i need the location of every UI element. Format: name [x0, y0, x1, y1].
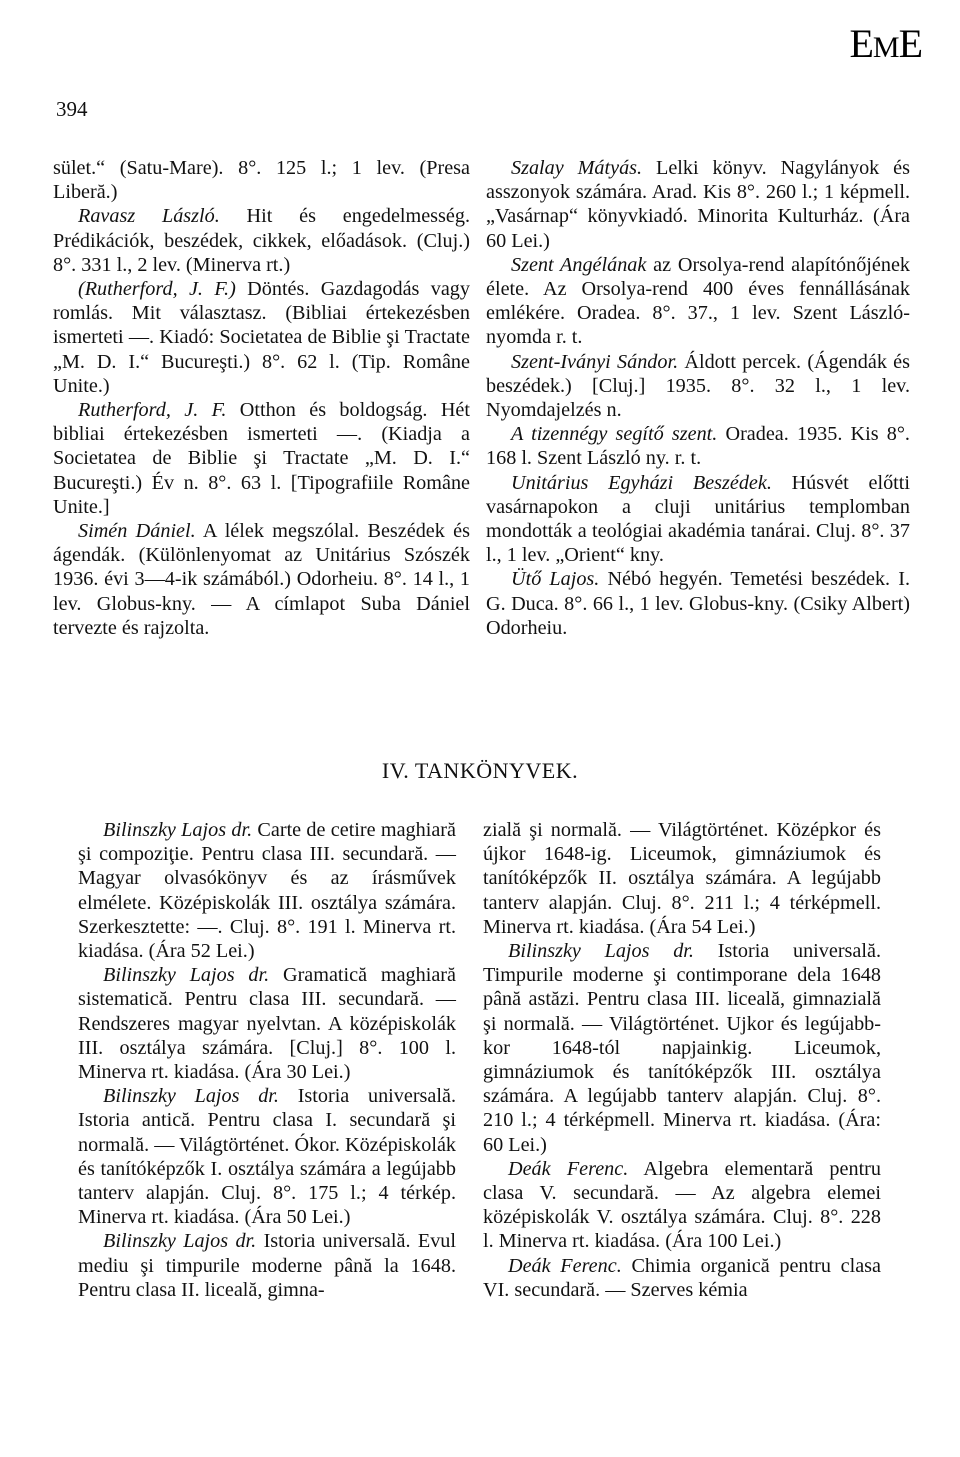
logo-letter-m: M	[872, 31, 899, 64]
entry-text: A lélek megszólal. Beszédek és ágendák. (Különlenyomat az Unitárius Szószék 1936. évi 3—4-ik számából.) Odorheiu. 8°. 14 l., 1 lev. Globus-kny. — A címlapot Suba Dániel tervezte és rajzolta.	[53, 520, 471, 639]
bibliography-entry	[483, 1157, 881, 1254]
bibliography-entry	[53, 156, 470, 204]
entry-author: Rutherford, J. F.	[78, 399, 227, 422]
entry-text: Hit és engedelmesség. Prédikációk, beszédek, cikkek, előadások. (Cluj.) 8°. 331 l., 2 lev. (Minerva rt.)	[53, 205, 470, 276]
entry-text: Húsvét előtti vasárnapokon a cluji unitárius templomban mondották a teológiai akadémia tanárai. Cluj. 8°. 37 l., 1 lev. „Orient“ kny.	[486, 471, 910, 567]
bibliography-entry	[483, 939, 881, 1157]
bibliography-entry	[53, 204, 470, 277]
entry-text: Lelki könyv. Nagylányok és asszonyok számára. Arad. Kis 8°. 260 l.; 1 képmell. „Vasárnap“ könyvkiadó. Minorita Kulturház. (Ára 60 Lei.)	[486, 157, 910, 252]
entry-text: az Orsolya-rend alapítónőjének élete. Az Orsolya-rend 400 éves fennállásának emlékére. Oradea. 8°. 37., 1 lev. Szent László-nyomda r. t.	[486, 253, 911, 349]
entry-author: Szalay Mátyás.	[511, 157, 643, 179]
entry-author: (Rutherford, J. F.)	[78, 278, 236, 301]
bibliography-entry	[483, 818, 881, 939]
column-bottom-right	[483, 818, 881, 1302]
bibliography-entry	[486, 471, 910, 568]
bibliography-entry	[483, 1254, 881, 1302]
bibliography-entry	[486, 253, 910, 350]
bibliography-entry	[53, 519, 470, 640]
bibliography-entry	[78, 1084, 456, 1229]
entry-author: Unitárius Egyházi Beszédek.	[511, 471, 772, 494]
entry-author: Bilinszky Lajos dr.	[508, 940, 694, 963]
logo-letter-e2: E	[898, 21, 922, 66]
entry-text: Otthon és boldogság. Hét bibliai értekezésben ismerteti —. (Kiadja a Societatea de Biblie şi Tractate „M. D. I.“ Bucureşti.) Év n. 8°. 63 l. [Tipografiile Române Unite.]	[53, 399, 470, 518]
entry-text: Istoria universală. Istoria antică. Pentru clasa I. secundară şi normală. — Világtörténet. Ókor. Középiskolák és tanítóképzők I. osztálya számára a legújabb tanterv alapján. Cluj. 8°. 175 l.; 4 térkép. Minerva rt. kiadása. (Ára 50 Lei.)	[78, 1085, 456, 1229]
entry-author: Deák Ferenc.	[508, 1254, 622, 1277]
entry-text: zială şi normală. — Világtörténet. Középkor és újkor 1648-ig. Liceumok, gimnáziumok és tanítóképzők II. osztálya számára. A legújabb tanterv alapján. Cluj. 8°. 211 l.; 4 térképmell. Minerva rt. kiadása. (Ára 54 Lei.)	[483, 819, 881, 938]
bibliography-entry	[53, 277, 470, 398]
entry-author: A tizennégy segítő szent.	[511, 423, 718, 446]
entry-text: Döntés. Gazdagodás vagy romlás. Mit választasz. (Bibliai értekezésben ismerteti —. Kiadó: Societatea de Biblie şi Tractate „M. D. I.“ Bucureşti.) 8°. 62 l. (Tip. Române Unite.)	[53, 278, 470, 397]
bibliography-entry	[78, 1229, 456, 1302]
entry-author: Bilinszky Lajos dr.	[103, 1085, 279, 1108]
entry-author: Bilinszky Lajos dr.	[103, 964, 270, 987]
logo-letter-e1: E	[849, 21, 873, 66]
entry-author: Ravasz László.	[78, 205, 220, 228]
bibliography-entry	[53, 398, 470, 519]
page-number: 394	[56, 97, 88, 121]
entry-text: Gramatică maghiară sistematică. Pentru clasa III. secundară. — Rendszeres magyar nyelvtan. A középiskolák III. osztálya számára. [Cluj.] 8°. 100 l. Minerva rt. kiadása. (Ára 30 Lei.)	[78, 964, 456, 1084]
column-top-left	[53, 156, 470, 640]
entry-text: Istoria universală. Evul mediu şi timpurile moderne până la 1648. Pentru clasa II. liceală, gimna-	[78, 1230, 456, 1301]
column-bottom-left	[78, 818, 456, 1302]
entry-text: sület.“ (Satu-Mare). 8°. 125 l.; 1 lev. (Presa Liberă.)	[53, 157, 470, 204]
entry-text: Istoria universală. Timpurile moderne şi contimporane dela 1648 până astăzi. Pentru clasa III. liceală, gimnazială şi normală. — Világtörténet. Ujkor és legújabb-kor 1648-tól napjainkig. Liceumok, gimnáziumok és tanítóképzők III. osztálya számára. A legújabb tanterv alapján. Cluj. 8°. 210 l.; 4 térképmell. Minerva rt. kiadása. (Ára: 60 Lei.)	[483, 940, 881, 1156]
entry-text: Nébó hegyén. Temetési beszédek. I. G. Duca. 8°. 66 l., 1 lev. Globus-kny. (Csiky Albert) Odorheiu.	[486, 568, 910, 639]
entry-author: Szent Angélának	[511, 253, 647, 276]
entry-text: Áldott percek. (Ágendák és beszédek.) [Cluj.] 1935. 8°. 32 l., 1 lev. Nyomdajelzés n.	[486, 350, 910, 422]
bibliography-entry	[78, 818, 456, 963]
entry-text: Oradea. 1935. Kis 8°. 168 l. Szent László ny. r. t.	[486, 423, 910, 470]
bibliography-entry	[486, 422, 910, 470]
entry-author: Bilinszky Lajos dr.	[103, 819, 253, 841]
entry-author: Ütő Lajos.	[511, 568, 600, 591]
bibliography-entry	[486, 350, 910, 423]
entry-text: Algebra elementară pentru clasa V. secundară. — Az algebra elemei középiskolák V. osztálya számára. Cluj. 8°. 228 l. Minerva rt. kiadása. (Ára 100 Lei.)	[483, 1157, 882, 1253]
bibliography-entry	[78, 963, 456, 1084]
column-top-right	[486, 156, 910, 640]
entry-author: Szent-Iványi Sándor.	[511, 350, 679, 373]
bibliography-entry	[486, 156, 910, 253]
entry-text: Chimia organică pentru clasa VI. secundară. — Szerves kémia	[483, 1254, 881, 1301]
entry-author: Deák Ferenc.	[508, 1157, 629, 1180]
section-heading: IV. TANKÖNYVEK.	[381, 758, 579, 783]
entry-author: Simén Dániel.	[78, 520, 196, 543]
logo	[849, 20, 922, 67]
bibliography-entry	[486, 567, 910, 640]
entry-author: Bilinszky Lajos dr.	[103, 1230, 257, 1253]
entry-text: Carte de cetire maghiară şi compoziţie. Pentru clasa III. secundară. — Magyar olvasókönyv és az írásművek elmélete. Középiskolák III. osztálya számára. Szerkesztette: —. Cluj. 8°. 191 l. Minerva rt. kiadása. (Ára 52 Lei.)	[78, 819, 456, 963]
